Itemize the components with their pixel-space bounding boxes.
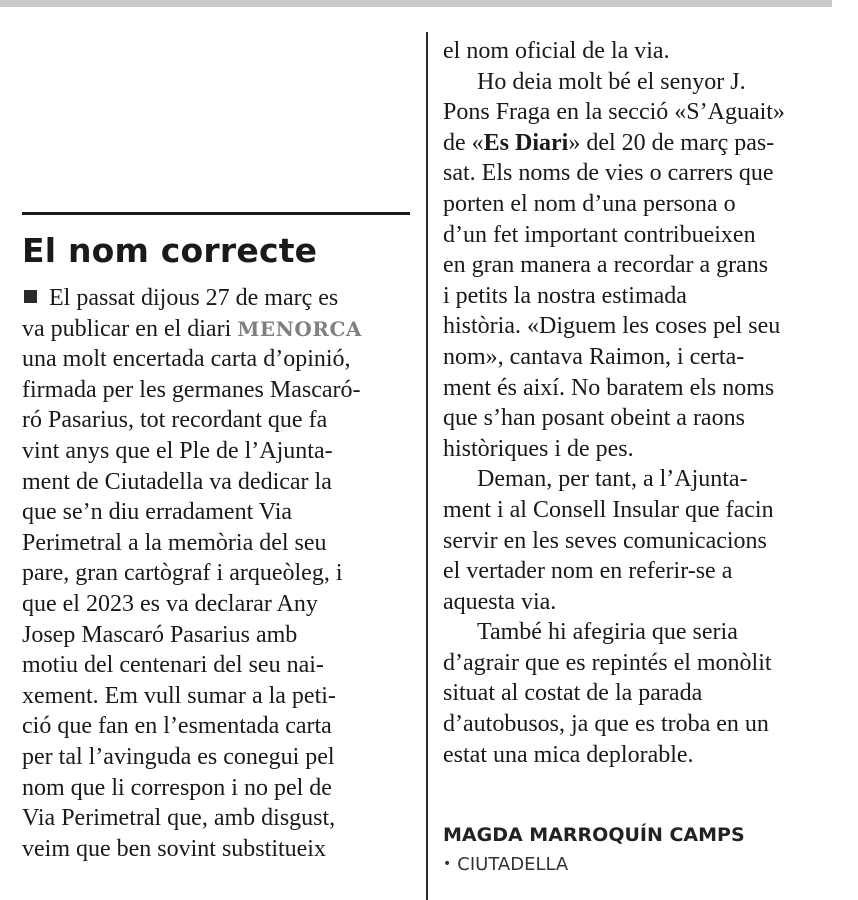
text-line: També hi afegiria que seria	[477, 619, 738, 646]
author-name: MAGDA MARROQUÍN CAMPS	[443, 824, 745, 846]
text-line: d’autobusos, ja que es troba en un	[443, 711, 769, 738]
text-line: ment de Ciutadella va dedicar la	[22, 468, 332, 495]
text-line: motiu del centenari del seu nai-	[22, 652, 324, 679]
newspaper-name: MENORCA	[237, 316, 362, 341]
text-line: aquesta via.	[443, 588, 557, 615]
text-line: i petits la nostra estimada	[443, 282, 687, 309]
text-line: una molt encertada carta d’opinió,	[22, 346, 351, 373]
text-line: servir en les seves comunicacions	[443, 527, 767, 554]
newspaper-name: Es Diari	[483, 129, 569, 156]
column-divider	[426, 32, 428, 900]
text-line: ment i al Consell Insular que facin	[443, 496, 774, 523]
text-line: va publicar en el diari MENORCA	[22, 315, 362, 342]
text-line: Perimetral a la memòria del seu	[22, 529, 327, 556]
right-column	[443, 36, 837, 770]
text-line: Via Perimetral que, amb disgust,	[22, 805, 336, 832]
text-line: Josep Mascaró Pasarius amb	[22, 621, 298, 648]
text-line: històriques i de pes.	[443, 435, 634, 462]
text-line: en gran manera a recordar a grans	[443, 252, 769, 279]
text-line: firmada per les germanes Mascaró-	[22, 376, 361, 403]
text-line: ment és així. No baratem els noms	[443, 374, 775, 401]
text-line: vint anys que el Ple de l’Ajunta-	[22, 437, 333, 464]
letter-body-left	[22, 283, 414, 864]
text-line: El passat dijous 27 de març es	[22, 283, 414, 314]
text-line: d’un fet important contribueixen	[443, 221, 756, 248]
text-line: que se’n diu erradament Via	[22, 499, 293, 526]
text-line: que el 2023 es va declarar Any	[22, 590, 318, 617]
top-border	[0, 0, 832, 7]
text-line: el nom oficial de la via.	[443, 38, 670, 64]
text-line: xement. Em vull sumar a la peti-	[22, 682, 336, 709]
text-line: per tal l’avinguda es conegui pel	[22, 743, 335, 770]
text-line: situat al costat de la parada	[443, 680, 703, 707]
text-line: ró Pasarius, tot recordant que fa	[22, 407, 328, 434]
headline: El nom correcte	[22, 231, 318, 270]
text-line: nom», cantava Raimon, i certa-	[443, 343, 745, 370]
text-line: d’agrair que es repintés el monòlit	[443, 649, 772, 676]
text-line: que s’han posant obeint a raons	[443, 405, 745, 432]
text-line: Deman, per tant, a l’Ajunta-	[477, 466, 748, 493]
text-line: estat una mica deplorable.	[443, 741, 694, 768]
text-line: porten el nom d’una persona o	[443, 190, 736, 217]
left-column	[22, 212, 414, 864]
text-line: Pons Fraga en la secció «S’Aguait»	[443, 99, 785, 126]
text-line: pare, gran cartògraf i arqueòleg, i	[22, 560, 343, 587]
author-location	[443, 852, 568, 877]
text-line: sat. Els noms de vies o carrers que	[443, 160, 774, 187]
location-label: CIUTADELLA	[457, 854, 569, 875]
text-line: ció que fan en l’esmentada carta	[22, 713, 332, 740]
text-line: història. «Diguem les coses pel seu	[443, 313, 781, 340]
text-line: Ho deia molt bé el senyor J.	[477, 68, 746, 95]
text-line: de «Es Diari» del 20 de març pas-	[443, 129, 775, 156]
bullet-dot-icon: •	[443, 856, 452, 872]
text-line: nom que li correspon i no pel de	[22, 774, 332, 801]
letter-body-right	[443, 36, 837, 770]
headline-rule	[22, 212, 410, 215]
text-line: el vertader nom en referir-se a	[443, 558, 733, 585]
square-bullet-icon	[24, 290, 37, 303]
text-line: veim que ben sovint substitueix	[22, 835, 326, 862]
